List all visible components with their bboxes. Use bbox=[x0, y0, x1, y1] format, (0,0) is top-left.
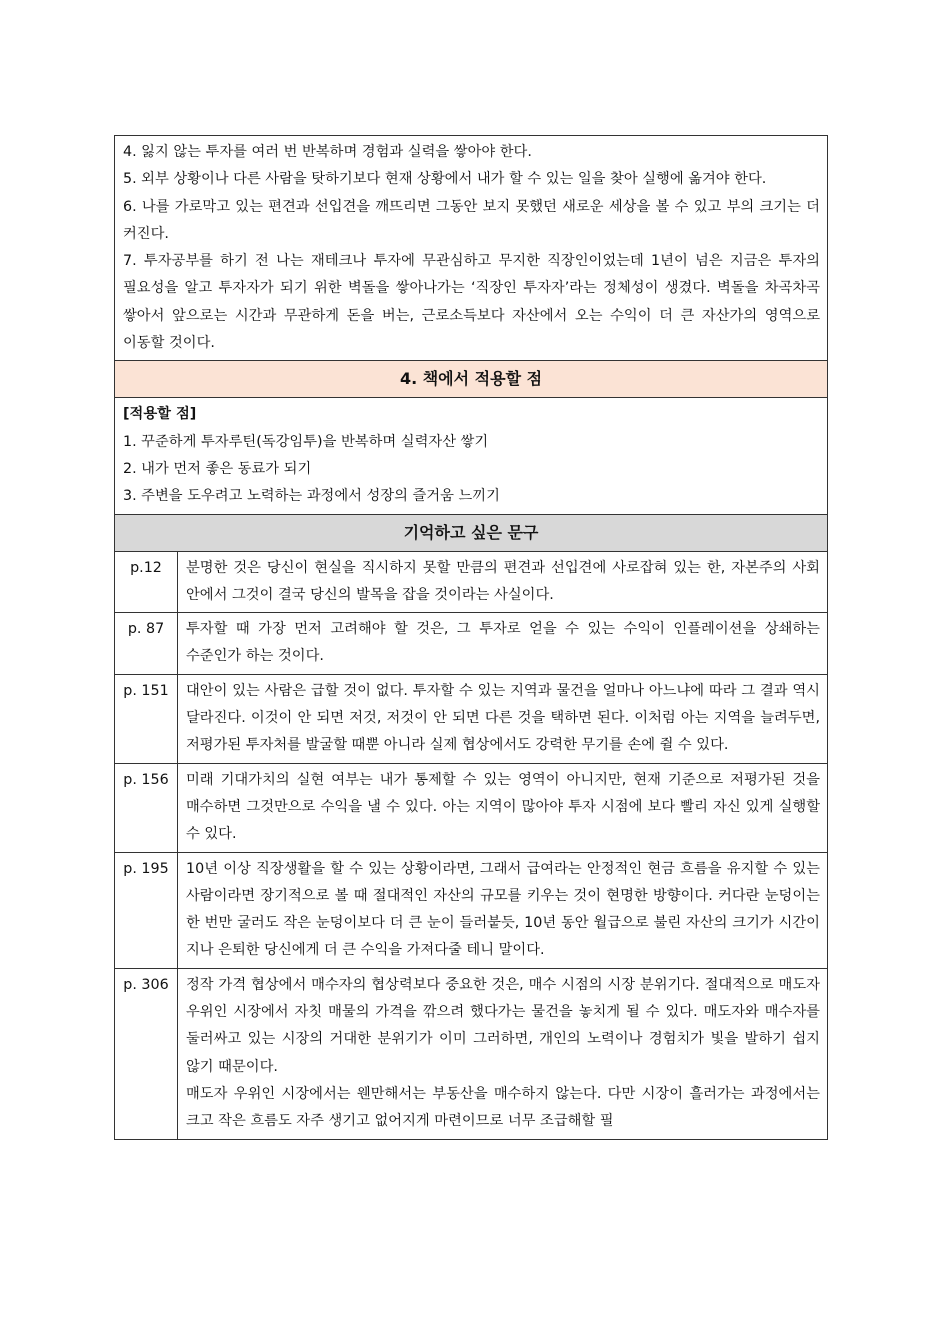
quote-row bbox=[115, 852, 828, 968]
quote-paragraph: 정작 가격 협상에서 매수자의 협상력보다 중요한 것은, 매수 시점의 시장 분위기다. 절대적으로 매도자 우위인 시장에서 자칫 매물의 가격을 깎으려 했다가는 물건을 놓치게 될 수 있다. 매도자와 매수자를 둘러싸고 있는 시장의 거대한 분위기가 이미 그러하면, 개인의 노력이나 경험치가 빛을 발하기 쉽지 않기 때문이다. bbox=[186, 976, 820, 1075]
quote-page: p. 156 bbox=[115, 763, 178, 852]
quote-paragraph: 미래 기대가치의 실현 여부는 내가 통제할 수 있는 영역이 아니지만, 현재 기준으로 저평가된 것을 매수하면 그것만으로 수익을 낼 수 있다. 아는 지역이 많아야 투자 시점에 보다 빨리 자신 있게 실행할 수 있다. bbox=[186, 771, 820, 843]
lesson-item: 5. 외부 상황이나 다른 사람을 탓하기보다 현재 상황에서 내가 할 수 있는 일을 찾아 실행에 옮겨야 한다. bbox=[123, 171, 767, 188]
quote-text bbox=[178, 551, 828, 613]
quote-paragraph: 매도자 우위인 시장에서는 웬만해서는 부동산을 매수하지 않는다. 다만 시장이 흘러가는 과정에서는 크고 작은 흐름도 자주 생기고 없어지게 마련이므로 너무 조급해할 필 bbox=[186, 1085, 820, 1130]
quote-page: p. 306 bbox=[115, 968, 178, 1139]
lesson-item: 6. 나를 가로막고 있는 편견과 선입견을 깨뜨리면 그동안 보지 못했던 새로운 세상을 볼 수 있고 부의 크기는 더 커진다. bbox=[123, 198, 820, 242]
apply-item: 2. 내가 먼저 좋은 동료가 되기 bbox=[123, 460, 312, 477]
quote-text bbox=[178, 674, 828, 763]
quote-row bbox=[115, 763, 828, 852]
quote-row bbox=[115, 674, 828, 763]
quote-text bbox=[178, 852, 828, 968]
quotes-section-title: 기억하고 싶은 문구 bbox=[115, 514, 828, 551]
lesson-item: 7. 투자공부를 하기 전 나는 재테크나 투자에 무관심하고 무지한 직장인이었는데 1년이 넘은 지금은 투자의 필요성을 알고 투자자가 되기 위한 벽돌을 쌓아나가는 ‘직장인 투자자’라는 정체성이 생겼다. 벽돌을 차곡차곡 쌓아서 앞으로는 시간과 무관하게 돈을 버는, 근로소득보다 자산에서 오는 수익이 더 큰 자산가의 영역으로 이동할 것이다. bbox=[123, 253, 820, 352]
apply-item: 1. 꾸준하게 투자루틴(독강임투)을 반복하며 실력자산 쌓기 bbox=[123, 433, 489, 450]
quote-paragraph: 분명한 것은 당신이 현실을 직시하지 못할 만큼의 편견과 선입견에 사로잡혀 있는 한, 자본주의 사회 안에서 그것이 결국 당신의 발목을 잡을 것이라는 사실이다. bbox=[186, 559, 820, 603]
book-review-table bbox=[114, 135, 828, 1140]
lessons-cell bbox=[115, 136, 828, 361]
quote-row bbox=[115, 551, 828, 613]
apply-section-cell bbox=[115, 398, 828, 514]
quotes-section-header bbox=[115, 514, 828, 551]
quote-text bbox=[178, 968, 828, 1139]
apply-item: 3. 주변을 도우려고 노력하는 과정에서 성장의 즐거움 느끼기 bbox=[123, 488, 500, 505]
quote-text bbox=[178, 763, 828, 852]
quote-page: p. 87 bbox=[115, 613, 178, 675]
quote-page: p. 195 bbox=[115, 852, 178, 968]
quote-page: p. 151 bbox=[115, 674, 178, 763]
quote-paragraph: 10년 이상 직장생활을 할 수 있는 상황이라면, 그래서 급여라는 안정적인 현금 흐름을 유지할 수 있는 사람이라면 장기적으로 볼 때 절대적인 자산의 규모를 키우는 것이 현명한 방향이다. 커다란 눈덩이는 한 번만 굴러도 작은 눈덩이보다 더 큰 눈이 들러붙듯, 10년 동안 월급으로 불린 자산의 크기가 시간이 지나 은퇴한 당신에게 더 큰 수익을 가져다줄 테니 말이다. bbox=[186, 860, 820, 959]
quote-paragraph: 투자할 때 가장 먼저 고려해야 할 것은, 그 투자로 얻을 수 있는 수익이 인플레이션을 상쇄하는 수준인가 하는 것이다. bbox=[186, 621, 820, 665]
quote-page: p.12 bbox=[115, 551, 178, 613]
quote-row bbox=[115, 613, 828, 675]
quote-paragraph: 대안이 있는 사람은 급할 것이 없다. 투자할 수 있는 지역과 물건을 얼마나 아느냐에 따라 그 결과 역시 달라진다. 이것이 안 되면 저것, 저것이 안 되면 다른 것을 택하면 된다. 이처럼 아는 지역을 늘려두면, 저평가된 투자처를 발굴할 때뿐 아니라 실제 협상에서도 강력한 무기를 손에 쥘 수 있다. bbox=[186, 682, 820, 754]
apply-section-row bbox=[115, 398, 828, 514]
quote-text bbox=[178, 613, 828, 675]
lessons-row bbox=[115, 136, 828, 361]
quote-row bbox=[115, 968, 828, 1139]
apply-section-header bbox=[115, 361, 828, 398]
lesson-item: 4. 잃지 않는 투자를 여러 번 반복하며 경험과 실력을 쌓아야 한다. bbox=[123, 144, 532, 160]
apply-section-title: 4. 책에서 적용할 점 bbox=[115, 361, 828, 398]
apply-subtitle: [적용할 점] bbox=[123, 406, 197, 423]
